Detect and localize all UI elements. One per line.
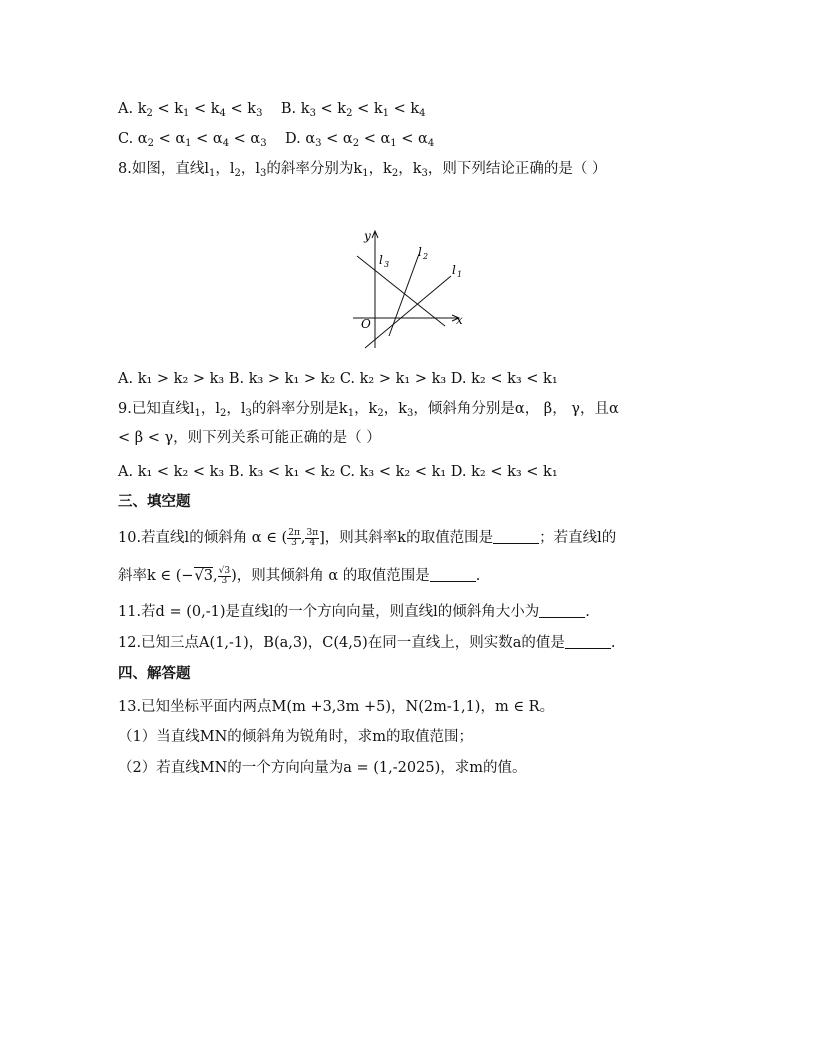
q13-part1: （1）当直线MN的倾斜角为锐角时，求m的取值范围；	[118, 729, 474, 745]
subscript: 4	[419, 108, 426, 119]
text: < α	[396, 131, 428, 147]
num: √3	[218, 565, 231, 576]
l1-label: l	[452, 263, 456, 277]
den: 4	[309, 537, 316, 548]
q8-lines-figure	[345, 226, 475, 356]
q10-line1	[118, 528, 616, 548]
subscript: 1	[362, 168, 369, 179]
subscript: 4	[222, 138, 230, 149]
text: ，k	[383, 401, 408, 417]
subscript: 2	[147, 138, 154, 149]
subscript: 2	[352, 138, 360, 149]
subscript: 3	[245, 408, 252, 419]
q7-option-c: C. α	[118, 131, 148, 147]
subscript: 2	[391, 168, 399, 179]
l3-label: l	[379, 253, 383, 267]
q7-options-ab	[118, 99, 426, 119]
text: ，l	[200, 401, 220, 417]
answer-blank[interactable]	[430, 567, 476, 582]
fraction	[305, 529, 319, 548]
line-l1	[365, 276, 451, 348]
text: ，k	[368, 161, 392, 177]
subscript: 3	[260, 168, 267, 179]
q9-stem	[118, 399, 619, 419]
q9-options: A. k₁ < k₂ < k₃ B. k₃ < k₁ < k₂ C. k₃ < k₂ < k₁ D. k₂ < k₃ < k₁	[118, 464, 558, 480]
subscript: 3	[309, 108, 316, 119]
num: 2π	[288, 527, 300, 538]
text: ；若直线l的	[539, 530, 617, 546]
subscript: 3	[421, 168, 428, 179]
answer-blank[interactable]	[493, 529, 539, 544]
text: ，l	[215, 161, 235, 177]
text: 9.已知直线l	[118, 401, 195, 417]
text: < k	[315, 101, 347, 117]
text: ，k	[354, 401, 378, 417]
subscript: 2	[146, 108, 153, 119]
origin-label: O	[361, 317, 371, 331]
q12	[118, 633, 615, 653]
subscript: 1	[183, 108, 190, 119]
text: ，l	[240, 161, 261, 177]
text: 的斜率分别为k	[266, 161, 363, 177]
section-answer-title: 四、解答题	[118, 666, 191, 682]
text: 12.已知三点A(1,-1)，B(a,3)，C(4,5)在同一直线上，则实数a的值是	[118, 635, 565, 651]
text: 11.若d = (0,-1)是直线l的一个方向向量，则直线l的倾斜角大小为	[118, 604, 540, 620]
text: < k	[152, 101, 184, 117]
subscript: 3	[315, 138, 322, 149]
den: 3	[291, 537, 297, 548]
q13-stem: 13.已知坐标平面内两点M(m +3,3m +5)，N(2m-1,1)，m ∈ R。	[118, 699, 555, 715]
text: < α	[321, 131, 353, 147]
subscript: 4	[427, 138, 435, 149]
fraction	[287, 529, 301, 548]
text: < α	[229, 131, 261, 147]
q7-option-d: D. α	[285, 131, 316, 147]
text: .	[585, 604, 590, 620]
q11	[118, 602, 590, 622]
q8-options: A. k₁ > k₂ > k₃ B. k₃ > k₁ > k₂ C. k₂ > k₁ > k₃ D. k₂ < k₃ < k₁	[118, 371, 558, 387]
q7-options-cd	[118, 129, 434, 149]
text: .	[475, 568, 481, 584]
text: < α	[359, 131, 391, 147]
text: < k	[225, 101, 257, 117]
l2-subscript: 2	[423, 252, 429, 261]
subscript: 2	[234, 168, 241, 179]
text: ，l	[226, 401, 246, 417]
subscript: 1	[390, 138, 397, 149]
q9-stem-line2: < β < γ，则下列关系可能正确的是（ ）	[118, 430, 381, 446]
subscript: 1	[347, 408, 355, 419]
text: < k	[389, 101, 420, 117]
fraction	[218, 567, 231, 586]
subscript: 1	[194, 408, 201, 419]
den: 3	[221, 575, 228, 586]
subscript: 4	[219, 108, 226, 119]
text: < k	[189, 101, 220, 117]
subscript: 2	[377, 408, 384, 419]
q10-line2	[118, 566, 480, 586]
line-l3	[357, 256, 445, 326]
answer-blank[interactable]	[539, 603, 585, 618]
text: ，k	[398, 161, 422, 177]
text: 的斜率分别是k	[251, 401, 348, 417]
q7-option-b: B. k	[280, 101, 310, 117]
sqrt-3: √3	[194, 568, 214, 584]
text: )，则其倾斜角 α 的取值范围是	[231, 568, 430, 584]
subscript: 3	[256, 108, 263, 119]
text: 10.若直线l的倾斜角 α ∈ (	[118, 530, 288, 546]
text: ，则下列结论正确的是（ ）	[427, 161, 607, 177]
subscript: 1	[382, 108, 389, 119]
subscript: 1	[208, 168, 216, 179]
text: ,	[300, 530, 306, 546]
q13-part2: （2）若直线MN的一个方向向量为a = (1,-2025)，求m的值。	[118, 760, 527, 776]
x-axis-label: x	[456, 313, 463, 327]
l2-label: l	[418, 245, 422, 259]
q8-stem	[118, 159, 607, 179]
text: 8.如图，直线l	[118, 161, 209, 177]
text: < k	[352, 101, 383, 117]
text: < α	[153, 131, 186, 147]
subscript: 2	[346, 108, 353, 119]
num: 3π	[306, 527, 319, 538]
subscript: 1	[185, 138, 192, 149]
text: ,	[213, 568, 218, 584]
text: 斜率k ∈ (−	[118, 568, 194, 584]
text: .	[610, 635, 616, 651]
subscript: 3	[407, 408, 414, 419]
text: < α	[191, 131, 223, 147]
q7-option-a: A. k	[118, 101, 147, 117]
text: ，倾斜角分别是α， β， γ，且α	[413, 401, 619, 417]
text: 3	[203, 568, 214, 584]
subscript: 2	[220, 408, 227, 419]
y-axis-label: y	[364, 229, 371, 243]
answer-blank[interactable]	[565, 634, 611, 649]
subscript: 3	[260, 138, 267, 149]
section-fill-in-title: 三、填空题	[118, 494, 191, 510]
l1-subscript: 1	[457, 270, 463, 279]
l3-subscript: 3	[384, 260, 390, 269]
text: ]，则其斜率k的取值范围是	[319, 530, 494, 546]
